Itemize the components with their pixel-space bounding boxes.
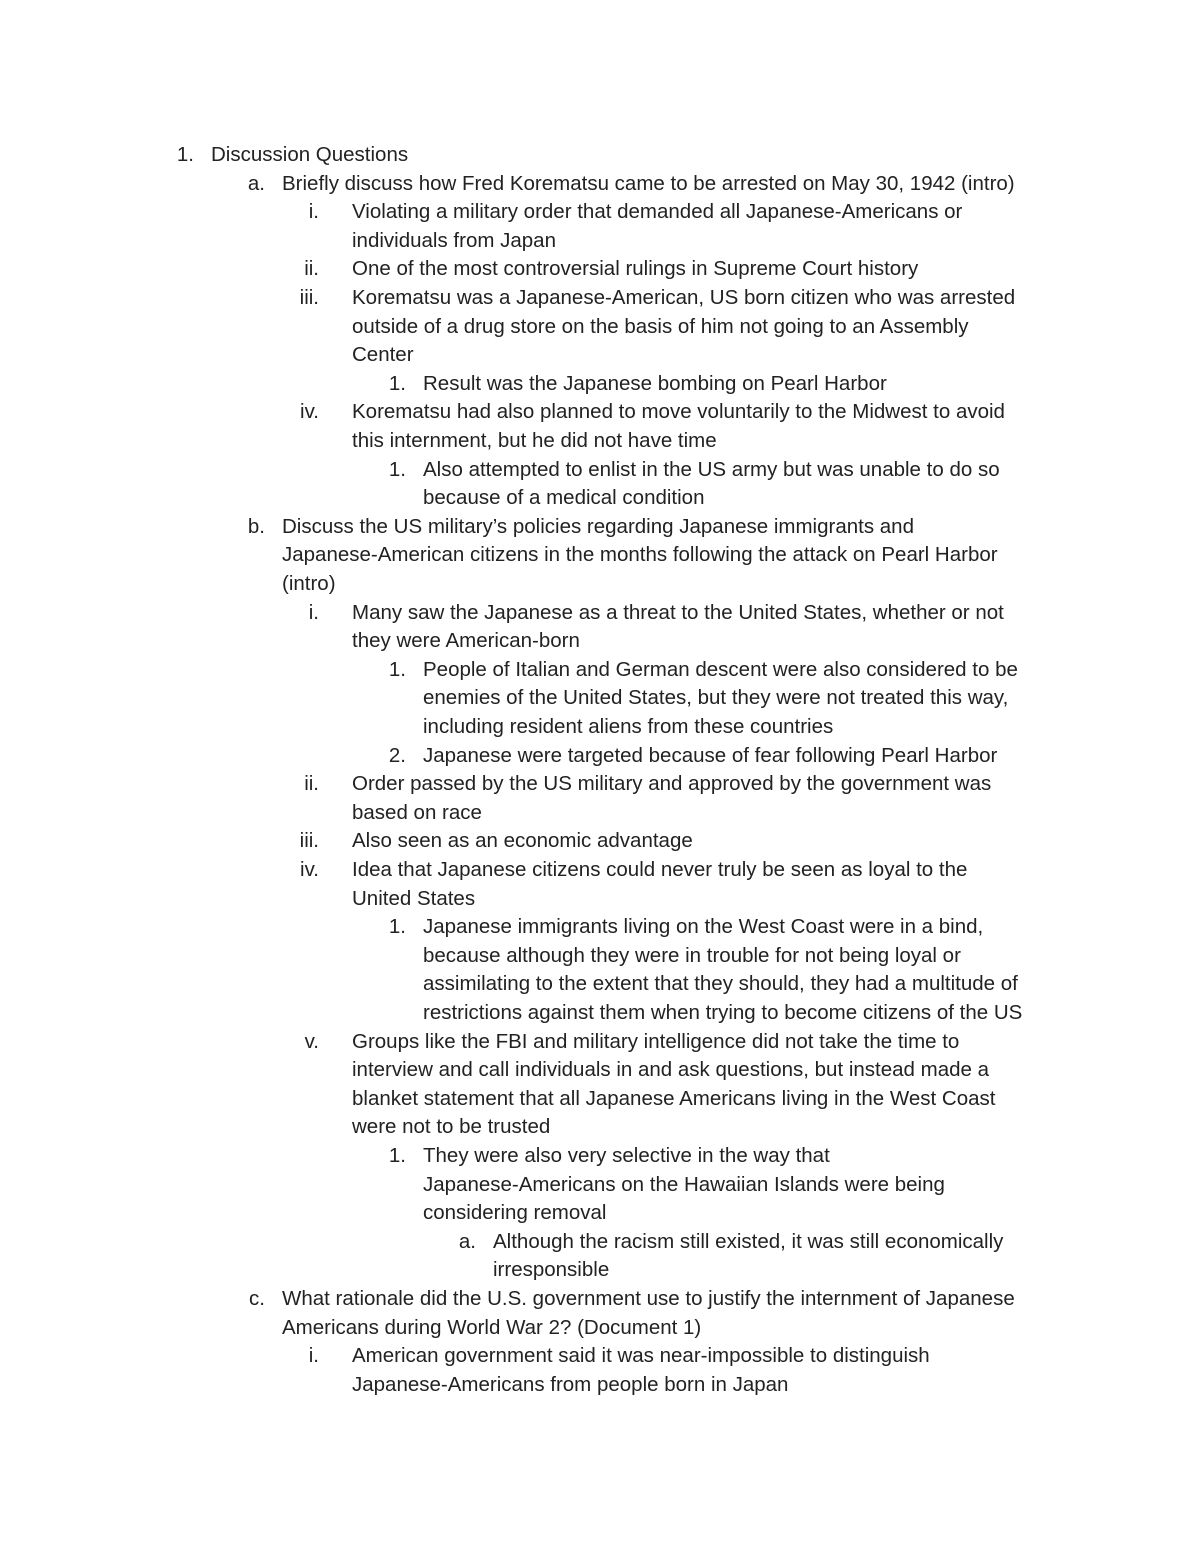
list-item-text [423, 370, 887, 399]
text-line: because although they were in trouble for not being loyal or [423, 943, 961, 967]
text-line: One of the most controversial rulings in Supreme Court history [352, 257, 919, 281]
text-line: this internment, but he did not have time [352, 428, 717, 452]
list-item-text [423, 913, 1022, 1027]
text-line: Also seen as an economic advantage [352, 829, 693, 853]
list-marker: i. [308, 200, 319, 224]
list-marker: iii. [299, 286, 319, 309]
list-item-text [423, 1142, 945, 1228]
list-marker: ii. [304, 772, 319, 796]
list-item-text [352, 1028, 995, 1142]
text-line: Japanese were targeted because of fear following Pearl Harbor [423, 743, 998, 767]
text-line: American government said it was near-impossible to distinguish [352, 1344, 930, 1368]
list-marker: 1. [388, 657, 406, 681]
text-line: restrictions against them when trying to become citizens of the US [423, 1000, 1023, 1024]
list-item-text [282, 170, 1015, 199]
list-marker: 1. [388, 457, 406, 481]
list-item-text [352, 255, 918, 284]
list-item-text [282, 1285, 1015, 1342]
text-line: Center [352, 343, 414, 367]
list-item-text [493, 1228, 1003, 1285]
text-line: Japanese immigrants living on the West Coast were in a bind, [423, 915, 984, 939]
text-line: Many saw the Japanese as a threat to the United States, whether or not [352, 600, 1004, 624]
list-item-text [423, 456, 1000, 513]
list-marker: 1. [388, 371, 406, 395]
list-item-text [211, 141, 408, 170]
text-line: Discussion Questions [211, 143, 409, 166]
list-item-text [352, 284, 1015, 370]
list-item-text [282, 513, 998, 599]
text-line: Idea that Japanese citizens could never truly be seen as loyal to the [352, 858, 968, 881]
list-marker: i. [308, 600, 319, 624]
text-line: outside of a drug store on the basis of him not going to an Assembly [352, 314, 969, 338]
list-marker: c. [249, 1287, 265, 1310]
text-line: What rationale did the U.S. government use to justify the internment of Japanese [282, 1287, 1015, 1310]
list-marker: ii. [304, 257, 319, 281]
text-line: individuals from Japan [352, 228, 556, 252]
list-item-text [352, 398, 1005, 455]
list-marker: 1. [176, 143, 194, 166]
list-marker: a. [247, 171, 265, 195]
text-line: including resident aliens from these countries [423, 714, 834, 738]
text-line: (intro) [282, 571, 336, 595]
text-line: Groups like the FBI and military intelligence did not take the time to [352, 1029, 960, 1053]
list-marker: i. [308, 1344, 319, 1368]
text-line: Japanese-Americans on the Hawaiian Islands were being [423, 1172, 945, 1196]
list-marker: iv. [300, 858, 319, 881]
list-marker: iv. [300, 400, 319, 424]
list-item-text [352, 198, 962, 255]
text-line: United States [352, 886, 476, 910]
text-line: Korematsu had also planned to move voluntarily to the Midwest to avoid [352, 400, 1005, 424]
list-item-text [352, 770, 991, 827]
list-item-text [423, 656, 1018, 742]
list-marker: a. [458, 1229, 476, 1253]
list-marker: v. [304, 1029, 319, 1053]
text-line: Violating a military order that demanded all Japanese-Americans or [352, 200, 963, 224]
list-item-text [352, 856, 967, 913]
text-line: enemies of the United States, but they were not treated this way, [423, 686, 1009, 710]
list-marker: 1. [388, 1144, 406, 1167]
text-line: Although the racism still existed, it was still economically [493, 1229, 1004, 1253]
text-line: Japanese-Americans from people born in Japan [352, 1372, 789, 1396]
text-line: Discuss the US military’s policies regarding Japanese immigrants and [282, 514, 914, 538]
list-marker: b. [247, 514, 265, 538]
list-marker: 2. [388, 743, 406, 767]
text-line: irresponsible [493, 1258, 610, 1282]
text-line: they were American-born [352, 629, 580, 653]
list-item-text [352, 599, 1004, 656]
text-line: because of a medical condition [423, 486, 705, 510]
text-line: Also attempted to enlist in the US army but was unable to do so [423, 457, 1000, 481]
list-item-text [423, 742, 997, 771]
text-line: based on race [352, 800, 482, 824]
list-item-text [352, 1342, 930, 1399]
text-line: People of Italian and German descent were also considered to be [423, 657, 1018, 681]
list-marker: iii. [299, 829, 319, 853]
text-line: Americans during World War 2? (Document 1) [282, 1315, 702, 1339]
list-marker: 1. [388, 915, 406, 939]
text-line: interview and call individuals in and ask questions, but instead made a [352, 1058, 990, 1082]
text-line: They were also very selective in the way that [423, 1144, 830, 1167]
text-line: Japanese-American citizens in the months following the attack on Pearl Harbor [282, 543, 998, 567]
text-line: Korematsu was a Japanese-American, US born citizen who was arrested [352, 286, 1016, 309]
text-line: considering removal [423, 1201, 607, 1225]
text-line: assimilating to the extent that they should, they had a multitude of [423, 972, 1018, 996]
list-item-text [352, 827, 693, 856]
text-line: Order passed by the US military and approved by the government was [352, 772, 992, 796]
text-line: Result was the Japanese bombing on Pearl Harbor [423, 371, 887, 395]
text-line: were not to be trusted [352, 1115, 551, 1139]
text-line: Briefly discuss how Fred Korematsu came to be arrested on May 30, 1942 (intro) [282, 171, 1015, 195]
text-line: blanket statement that all Japanese Americans living in the West Coast [352, 1086, 996, 1110]
